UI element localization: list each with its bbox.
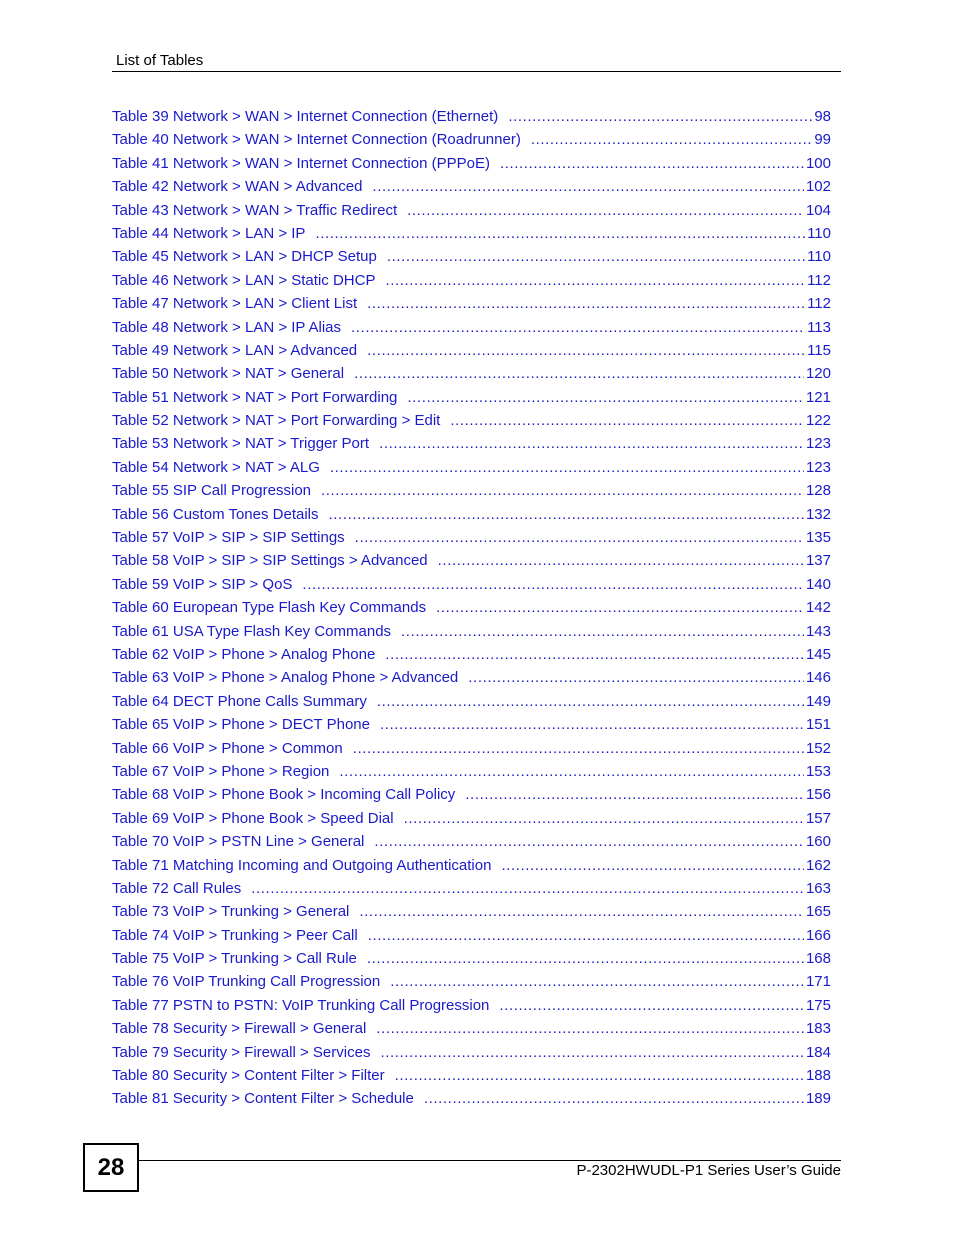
- toc-entry-title: Table 61 USA Type Flash Key Commands: [112, 622, 392, 640]
- toc-entry-title: Table 45 Network > LAN > DHCP Setup: [112, 248, 377, 266]
- toc-entry-page: 122: [805, 412, 831, 430]
- dot-leader: [302, 573, 804, 596]
- dot-leader: [377, 690, 804, 713]
- toc-entry-page: 175: [805, 996, 831, 1014]
- toc-entry-page: 149: [805, 692, 831, 710]
- toc-entry-page: 99: [814, 131, 831, 149]
- toc-entry-title: Table 64 DECT Phone Calls Summary: [112, 692, 367, 710]
- toc-entry-title: Table 65 VoIP > Phone > DECT Phone: [112, 716, 370, 734]
- dot-leader: [372, 175, 804, 198]
- toc-entry-link[interactable]: [112, 105, 831, 128]
- toc-entry-link[interactable]: [112, 760, 831, 783]
- toc-entry-link[interactable]: [112, 269, 831, 292]
- toc-entry-link[interactable]: [112, 596, 831, 619]
- toc-entry-page: 166: [805, 926, 831, 944]
- dot-leader: [367, 947, 804, 970]
- toc-entry-title: Table 70 VoIP > PSTN Line > General: [112, 833, 365, 851]
- toc-entry-page: 142: [805, 599, 831, 617]
- toc-entry-link[interactable]: [112, 830, 831, 853]
- toc-entry-title: Table 54 Network > NAT > ALG: [112, 458, 320, 476]
- toc-entry-link[interactable]: [112, 549, 831, 572]
- toc-entry-title: Table 49 Network > LAN > Advanced: [112, 341, 358, 359]
- toc-entry-link[interactable]: [112, 432, 831, 455]
- toc-entry-title: Table 68 VoIP > Phone Book > Incoming Call Policy: [112, 786, 456, 804]
- toc-entry-link[interactable]: [112, 362, 831, 385]
- dot-leader: [354, 362, 804, 385]
- toc-entry-link[interactable]: [112, 924, 831, 947]
- page-number-box: [83, 1143, 139, 1192]
- toc-entry-title: Table 72 Call Rules: [112, 879, 242, 897]
- toc-entry-link[interactable]: [112, 573, 831, 596]
- toc-entry-page: 140: [805, 575, 831, 593]
- toc-entry-title: Table 50 Network > NAT > General: [112, 365, 345, 383]
- toc-entry-title: Table 42 Network > WAN > Advanced: [112, 178, 363, 196]
- toc-entry-title: Table 48 Network > LAN > IP Alias: [112, 318, 342, 336]
- toc-entry-page: 163: [805, 879, 831, 897]
- toc-entry-page: 128: [805, 482, 831, 500]
- toc-entry-link[interactable]: [112, 1017, 831, 1040]
- toc-entry-title: Table 60 European Type Flash Key Commands: [112, 599, 427, 617]
- toc-entry-title: Table 39 Network > WAN > Internet Connection (Ethernet): [112, 108, 499, 125]
- toc-entry-page: 188: [805, 1067, 831, 1085]
- toc-entry-page: 123: [805, 458, 831, 476]
- dot-leader: [468, 666, 804, 689]
- toc-entry-title: Table 52 Network > NAT > Port Forwarding > Edit: [112, 412, 441, 430]
- dot-leader: [339, 760, 804, 783]
- dot-leader: [500, 152, 804, 175]
- toc-entry-title: Table 43 Network > WAN > Traffic Redirect: [112, 201, 398, 219]
- toc-entry-link[interactable]: [112, 316, 831, 339]
- dot-leader: [380, 1041, 804, 1064]
- toc-entry-page: 112: [807, 271, 831, 289]
- list-of-tables: [112, 105, 831, 1111]
- dot-leader: [424, 1087, 804, 1110]
- running-header-title: List of Tables: [116, 52, 204, 69]
- toc-entry-title: Table 63 VoIP > Phone > Analog Phone > Advanced: [112, 669, 459, 687]
- toc-entry-page: 110: [807, 224, 831, 242]
- dot-leader: [390, 970, 804, 993]
- dot-leader: [329, 503, 804, 526]
- toc-entry-page: 120: [805, 365, 831, 383]
- toc-entry-title: Table 59 VoIP > SIP > QoS: [112, 575, 293, 593]
- toc-entry-page: 110: [807, 248, 831, 266]
- toc-entry-link[interactable]: [112, 175, 831, 198]
- toc-entry-page: 113: [807, 318, 831, 336]
- toc-entry-title: Table 40 Network > WAN > Internet Connection (Roadrunner): [112, 131, 521, 149]
- toc-entry-page: 123: [805, 435, 831, 453]
- page-number: 28: [97, 1153, 125, 1181]
- toc-entry-link[interactable]: [112, 386, 831, 409]
- toc-entry-link[interactable]: [112, 526, 831, 549]
- dot-leader: [374, 830, 804, 853]
- dot-leader: [367, 292, 805, 315]
- dot-leader: [501, 854, 804, 877]
- dot-leader: [385, 643, 804, 666]
- dot-leader: [359, 900, 804, 923]
- toc-entry-link[interactable]: [112, 1064, 831, 1087]
- dot-leader: [379, 432, 804, 455]
- toc-entry-page: 165: [805, 903, 831, 921]
- dot-leader: [353, 737, 804, 760]
- toc-entry-link[interactable]: [112, 409, 831, 432]
- toc-entry-title: Table 66 VoIP > Phone > Common: [112, 739, 343, 757]
- toc-entry-link[interactable]: [112, 128, 831, 151]
- toc-entry-link[interactable]: [112, 1041, 831, 1064]
- toc-entry-title: Table 58 VoIP > SIP > SIP Settings > Advanced: [112, 552, 428, 570]
- toc-entry-page: 104: [805, 201, 831, 219]
- toc-entry-title: Table 69 VoIP > Phone Book > Speed Dial: [112, 809, 394, 827]
- toc-entry-link[interactable]: [112, 503, 831, 526]
- dot-leader: [436, 596, 804, 619]
- toc-entry-link[interactable]: [112, 620, 831, 643]
- toc-entry-page: 146: [805, 669, 831, 687]
- toc-entry-link[interactable]: [112, 222, 831, 245]
- toc-entry-page: 135: [805, 529, 831, 547]
- dot-leader: [351, 316, 805, 339]
- dot-leader: [315, 222, 805, 245]
- toc-entry-title: Table 78 Security > Firewall > General: [112, 1020, 367, 1038]
- toc-entry-page: 102: [805, 178, 831, 196]
- toc-entry-title: Table 74 VoIP > Trunking > Peer Call: [112, 926, 358, 944]
- toc-entry-page: 98: [814, 108, 831, 125]
- toc-entry-link[interactable]: [112, 643, 831, 666]
- dot-leader: [380, 713, 804, 736]
- toc-entry-page: 184: [805, 1043, 831, 1061]
- toc-entry-page: 145: [805, 645, 831, 663]
- toc-entry-title: Table 55 SIP Call Progression: [112, 482, 311, 500]
- toc-entry-title: Table 56 Custom Tones Details: [112, 505, 319, 523]
- toc-entry-page: 137: [805, 552, 831, 570]
- dot-leader: [401, 620, 804, 643]
- toc-entry-title: Table 81 Security > Content Filter > Schedule: [112, 1090, 414, 1108]
- toc-entry-link[interactable]: [112, 783, 831, 806]
- dot-leader: [376, 1017, 804, 1040]
- toc-entry-title: Table 73 VoIP > Trunking > General: [112, 903, 350, 921]
- toc-entry-page: 112: [807, 295, 831, 313]
- dot-leader: [438, 549, 804, 572]
- toc-entry-title: Table 44 Network > LAN > IP: [112, 224, 306, 242]
- toc-entry-link[interactable]: [112, 877, 831, 900]
- dot-leader: [395, 1064, 804, 1087]
- toc-entry-page: 121: [805, 388, 831, 406]
- toc-entry-page: 153: [805, 762, 831, 780]
- toc-entry-page: 143: [805, 622, 831, 640]
- dot-leader: [465, 783, 804, 806]
- toc-entry-page: 152: [805, 739, 831, 757]
- toc-entry-page: 156: [805, 786, 831, 804]
- toc-entry-link[interactable]: [112, 947, 831, 970]
- toc-entry-title: Table 76 VoIP Trunking Call Progression: [112, 973, 381, 991]
- footer-divider: [139, 1160, 841, 1161]
- dot-leader: [508, 105, 812, 128]
- toc-entry-link[interactable]: [112, 900, 831, 923]
- dot-leader: [367, 339, 805, 362]
- toc-entry-title: Table 77 PSTN to PSTN: VoIP Trunking Call Progression: [112, 996, 490, 1014]
- toc-entry-link[interactable]: [112, 456, 831, 479]
- dot-leader: [404, 807, 804, 830]
- toc-entry-title: Table 57 VoIP > SIP > SIP Settings: [112, 529, 345, 547]
- dot-leader: [407, 386, 804, 409]
- toc-entry-title: Table 79 Security > Firewall > Services: [112, 1043, 371, 1061]
- toc-entry-page: 189: [805, 1090, 831, 1108]
- toc-entry-link[interactable]: [112, 292, 831, 315]
- dot-leader: [407, 199, 804, 222]
- toc-entry-title: Table 41 Network > WAN > Internet Connection (PPPoE): [112, 154, 490, 172]
- toc-entry-page: 115: [807, 341, 831, 359]
- toc-entry-link[interactable]: [112, 152, 831, 175]
- toc-entry-page: 171: [805, 973, 831, 991]
- dot-leader: [450, 409, 804, 432]
- toc-entry-link[interactable]: [112, 690, 831, 713]
- toc-entry-page: 100: [805, 154, 831, 172]
- toc-entry-title: Table 80 Security > Content Filter > Filter: [112, 1067, 385, 1085]
- toc-entry-page: 183: [805, 1020, 831, 1038]
- toc-entry-page: 151: [805, 716, 831, 734]
- footer-guide-title: P-2302HWUDL-P1 Series User’s Guide: [576, 1162, 841, 1179]
- toc-entry-link[interactable]: [112, 339, 831, 362]
- dot-leader: [321, 479, 804, 502]
- dot-leader: [368, 924, 804, 947]
- dot-leader: [499, 994, 804, 1017]
- toc-entry-title: Table 53 Network > NAT > Trigger Port: [112, 435, 370, 453]
- toc-entry-link[interactable]: [112, 245, 831, 268]
- toc-entry-link[interactable]: [112, 713, 831, 736]
- toc-entry-link[interactable]: [112, 1087, 831, 1110]
- toc-entry-page: 168: [805, 950, 831, 968]
- toc-entry-title: Table 71 Matching Incoming and Outgoing Authentication: [112, 856, 492, 874]
- dot-leader: [385, 269, 805, 292]
- toc-entry-link[interactable]: [112, 737, 831, 760]
- dot-leader: [355, 526, 804, 549]
- toc-entry-link[interactable]: [112, 666, 831, 689]
- toc-entry-page: 157: [805, 809, 831, 827]
- dot-leader: [251, 877, 804, 900]
- toc-entry-title: Table 47 Network > LAN > Client List: [112, 295, 358, 313]
- toc-entry-link[interactable]: [112, 479, 831, 502]
- toc-entry-link[interactable]: [112, 994, 831, 1017]
- toc-entry-page: 132: [805, 505, 831, 523]
- dot-leader: [330, 456, 804, 479]
- toc-entry-link[interactable]: [112, 970, 831, 993]
- toc-entry-link[interactable]: [112, 854, 831, 877]
- toc-entry-page: 162: [805, 856, 831, 874]
- toc-entry-page: 160: [805, 833, 831, 851]
- toc-entry-title: Table 62 VoIP > Phone > Analog Phone: [112, 645, 376, 663]
- toc-entry-link[interactable]: [112, 807, 831, 830]
- dot-leader: [387, 245, 805, 268]
- toc-entry-title: Table 46 Network > LAN > Static DHCP: [112, 271, 376, 289]
- dot-leader: [531, 128, 812, 151]
- toc-entry-title: Table 67 VoIP > Phone > Region: [112, 762, 330, 780]
- toc-entry-title: Table 75 VoIP > Trunking > Call Rule: [112, 950, 357, 968]
- header-divider: [112, 71, 841, 72]
- toc-entry-title: Table 51 Network > NAT > Port Forwarding: [112, 388, 398, 406]
- toc-entry-link[interactable]: [112, 199, 831, 222]
